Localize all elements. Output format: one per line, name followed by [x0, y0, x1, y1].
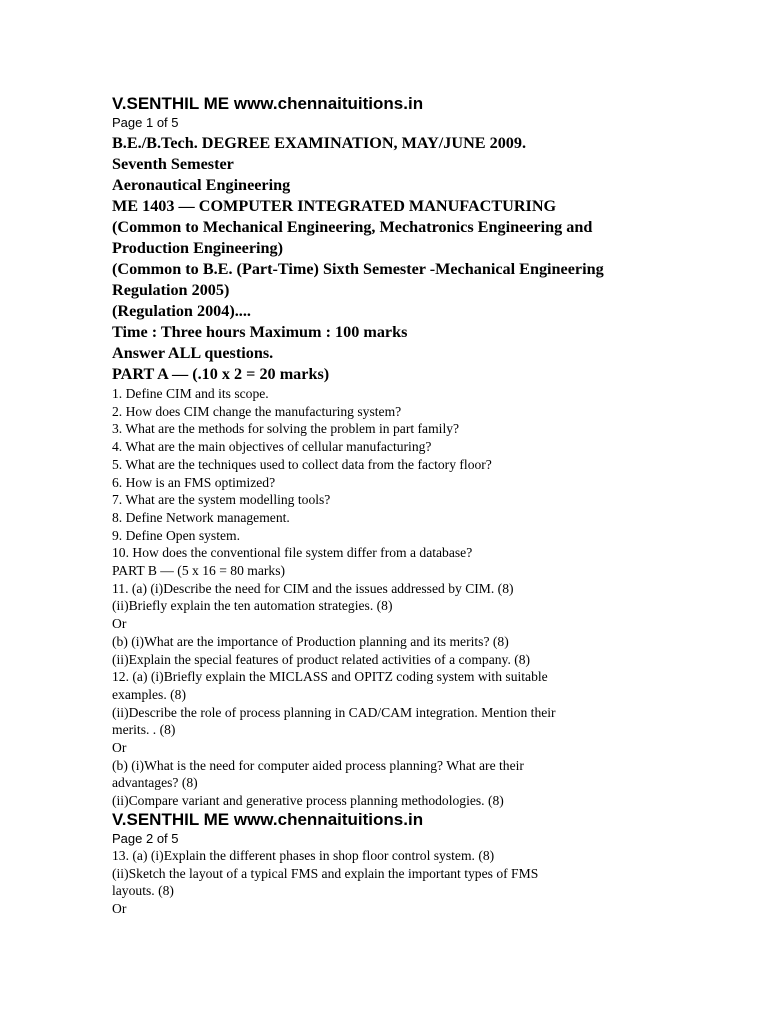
- question-line: 10. How does the conventional file system differ from a database?: [112, 545, 473, 561]
- question-line: (ii)Compare variant and generative process planning methodologies. (8): [112, 793, 504, 809]
- question-line: (b) (i)What is the need for computer aided process planning? What are their: [112, 757, 524, 773]
- question-line: (b) (i)What are the importance of Production planning and its merits? (8): [112, 633, 509, 649]
- page-header: V.SENTHIL ME www.chennaituitions.in: [112, 94, 424, 113]
- question-line: Or: [112, 616, 127, 632]
- question-line: 13. (a) (i)Explain the different phases in shop floor control system. (8): [112, 847, 495, 863]
- exam-title-line: (Common to Mechanical Engineering, Mechatronics Engineering and: [112, 218, 593, 236]
- exam-title-block: [112, 133, 752, 385]
- part-b-questions: [112, 580, 752, 810]
- document-page: [112, 94, 752, 918]
- page-2-questions: [112, 847, 752, 918]
- question-line: advantages? (8): [112, 775, 198, 791]
- question-line: 6. How is an FMS optimized?: [112, 474, 276, 490]
- exam-title-line: ME 1403 — COMPUTER INTEGRATED MANUFACTURING: [112, 197, 557, 215]
- question-line: (ii)Briefly explain the ten automation strategies. (8): [112, 598, 393, 614]
- question-line: 3. What are the methods for solving the problem in part family?: [112, 421, 460, 437]
- question-line: (ii)Explain the special features of product related activities of a company. (8): [112, 651, 531, 667]
- exam-title-line: Time : Three hours Maximum : 100 marks: [112, 323, 408, 341]
- question-line: 4. What are the main objectives of cellular manufacturing?: [112, 439, 432, 455]
- question-line: layouts. (8): [112, 883, 174, 899]
- exam-title-line: Seventh Semester: [112, 155, 234, 173]
- question-line: 2. How does CIM change the manufacturing system?: [112, 403, 402, 419]
- question-line: 11. (a) (i)Describe the need for CIM and the issues addressed by CIM. (8): [112, 580, 514, 596]
- question-line: (ii)Sketch the layout of a typical FMS and explain the important types of FMS: [112, 865, 539, 881]
- question-line: Or: [112, 900, 127, 916]
- exam-title-line: (Regulation 2004)....: [112, 302, 251, 320]
- question-line: examples. (8): [112, 686, 186, 702]
- question-line: 8. Define Network management.: [112, 509, 290, 525]
- question-line: Or: [112, 740, 127, 756]
- exam-title-line: B.E./B.Tech. DEGREE EXAMINATION, MAY/JUNE 2009.: [112, 134, 527, 152]
- question-line: 5. What are the techniques used to collect data from the factory floor?: [112, 456, 492, 472]
- exam-title-line: (Common to B.E. (Part-Time) Sixth Semester -Mechanical Engineering: [112, 260, 604, 278]
- exam-title-line: Answer ALL questions.: [112, 344, 274, 362]
- part-b-heading: PART B — (5 x 16 = 80 marks): [112, 563, 286, 579]
- page-header: V.SENTHIL ME www.chennaituitions.in: [112, 809, 424, 829]
- exam-title-line: Aeronautical Engineering: [112, 176, 291, 194]
- question-line: 7. What are the system modelling tools?: [112, 492, 331, 508]
- part-a-questions: [112, 385, 752, 562]
- part-a-heading: PART A — (.10 x 2 = 20 marks): [112, 365, 330, 383]
- page-number: Page 1 of 5: [112, 115, 179, 130]
- page-number: Page 2 of 5: [112, 830, 179, 846]
- question-line: merits. . (8): [112, 722, 176, 738]
- question-line: 12. (a) (i)Briefly explain the MICLASS and OPITZ coding system with suitable: [112, 669, 548, 685]
- exam-title-line: Regulation 2005): [112, 281, 230, 299]
- question-line: 9. Define Open system.: [112, 527, 240, 543]
- question-line: (ii)Describe the role of process planning in CAD/CAM integration. Mention their: [112, 704, 556, 720]
- question-line: 1. Define CIM and its scope.: [112, 386, 269, 401]
- exam-title-line: Production Engineering): [112, 239, 284, 257]
